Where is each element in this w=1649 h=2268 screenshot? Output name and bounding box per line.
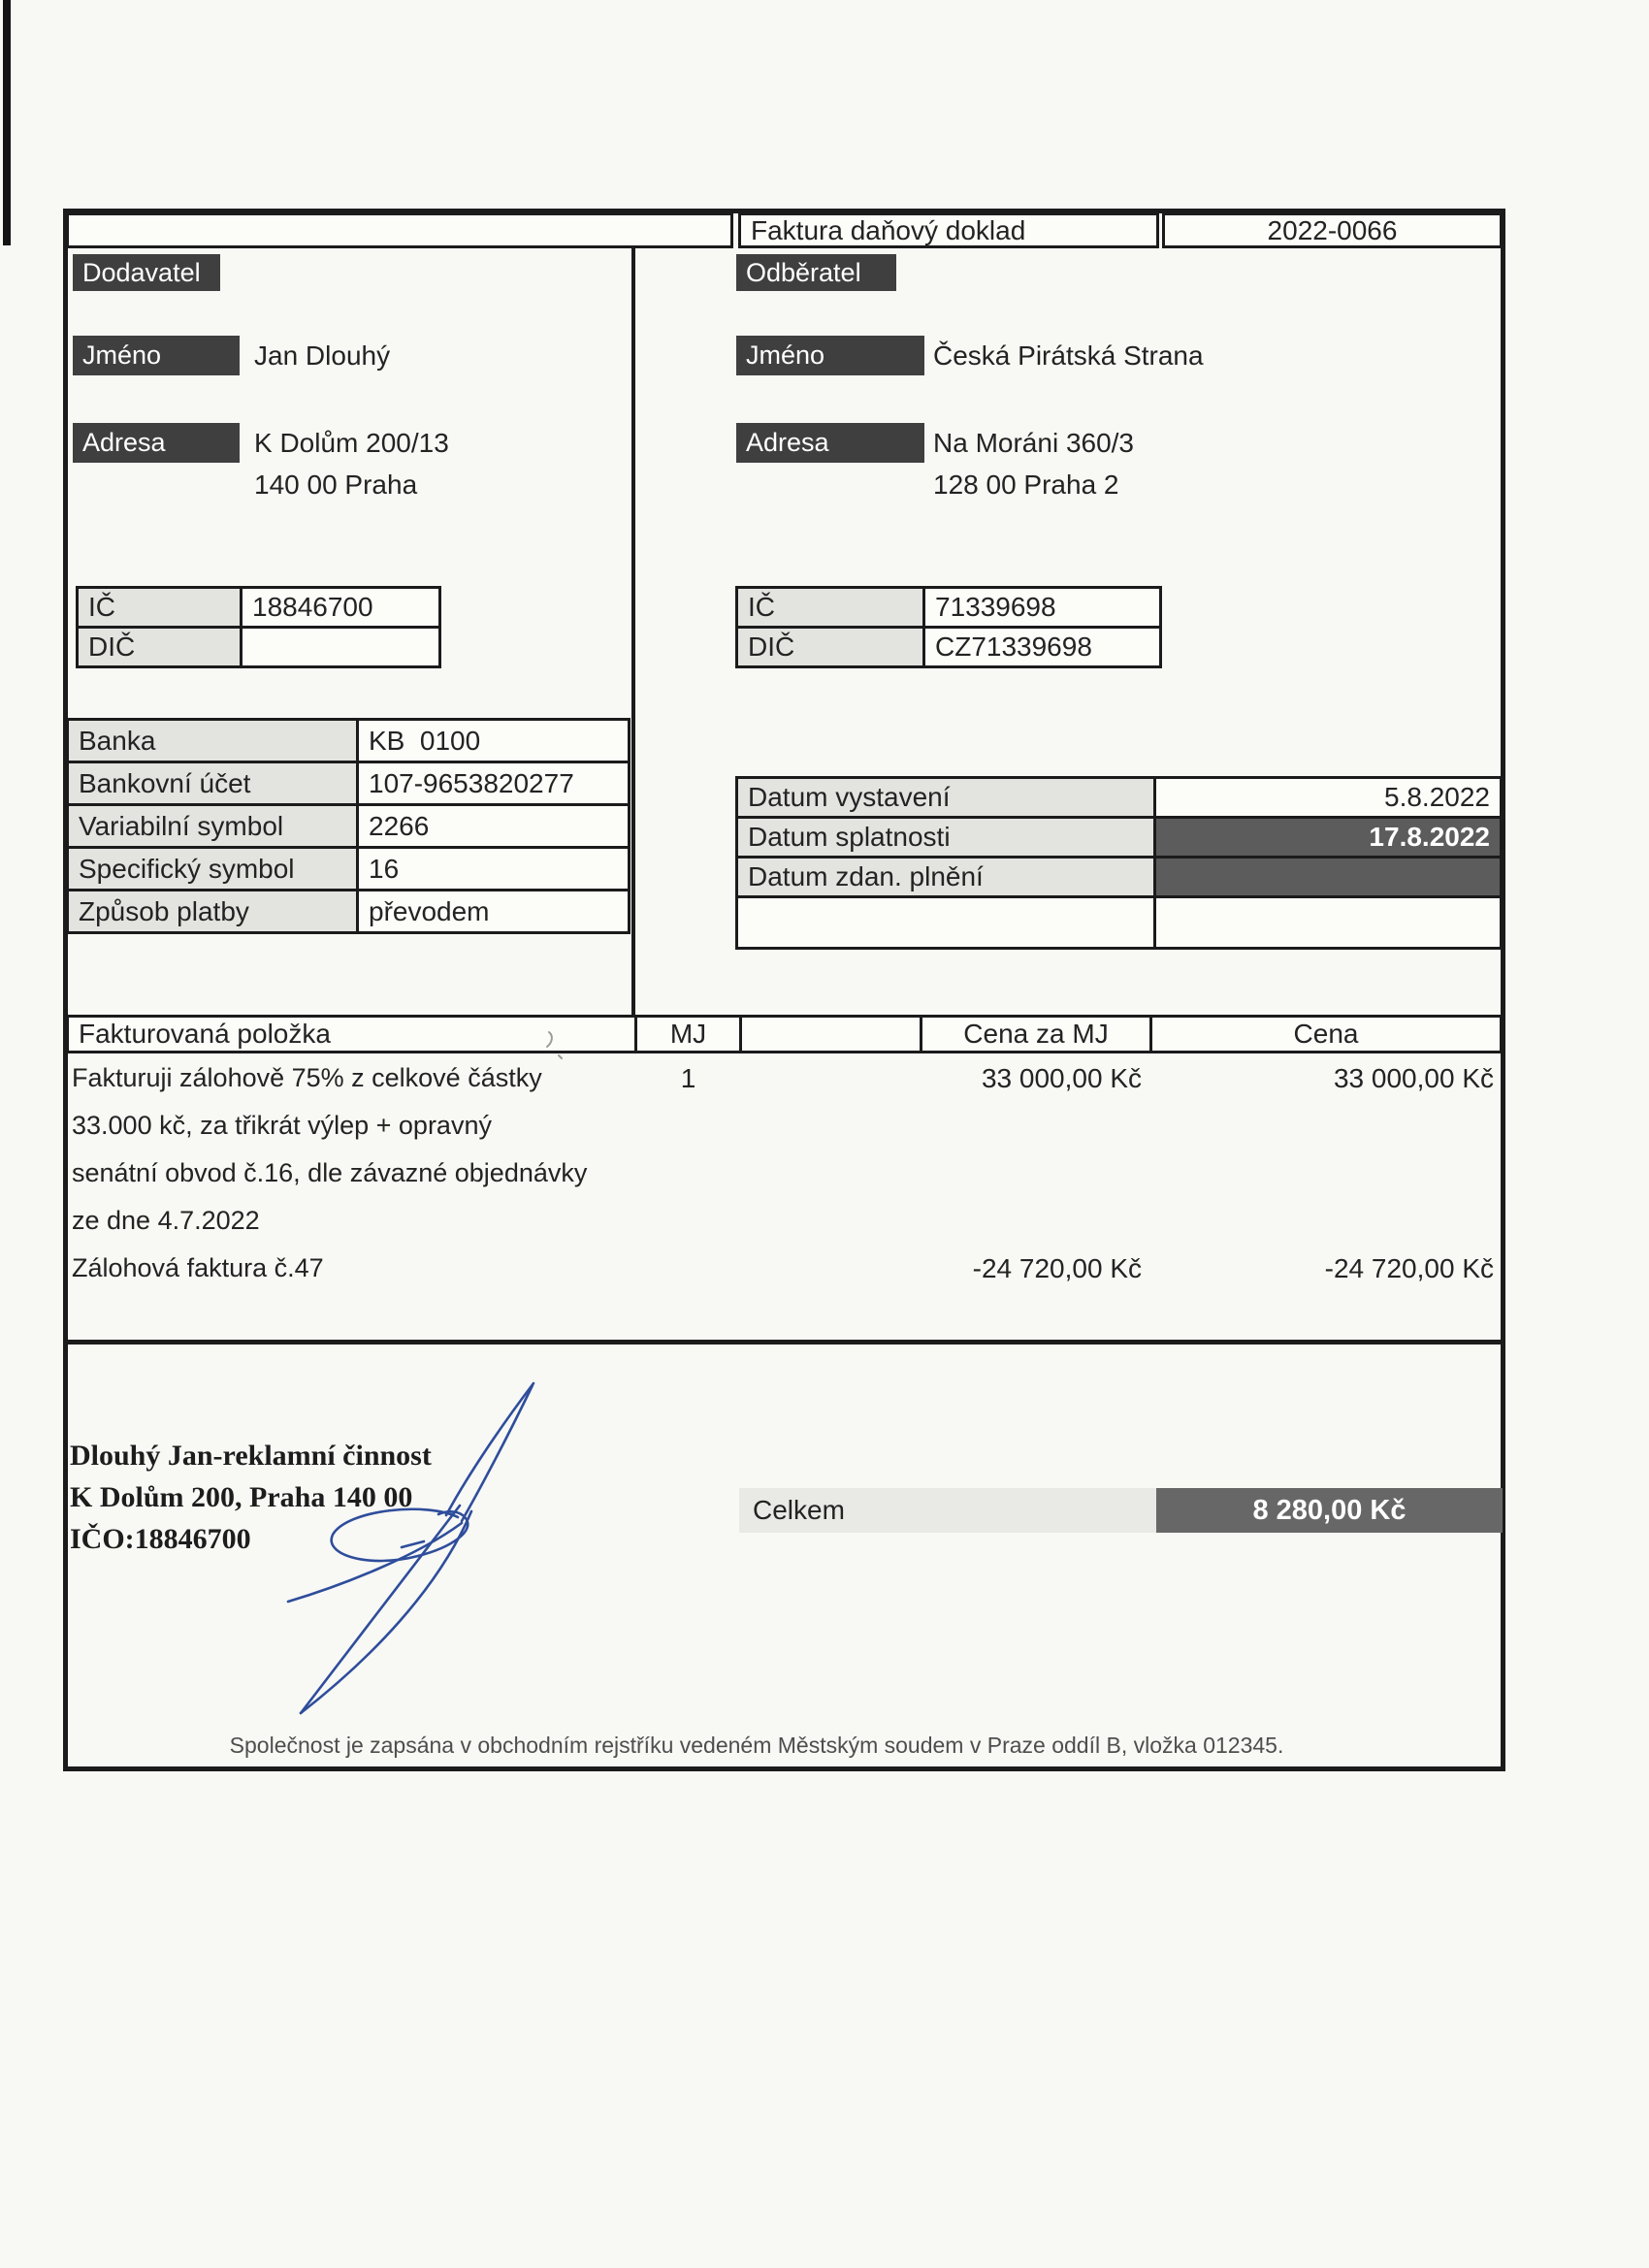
customer-section-label: Odběratel [736,254,896,291]
customer-ic-label: IČ [735,586,925,629]
item-unit-price: 33 000,00 Kč [981,1063,1142,1093]
item-price: 33 000,00 Kč [1333,1063,1494,1093]
date-issued-value: 5.8.2022 [1153,776,1503,819]
scan-edge-artifact [3,0,11,245]
date-due-label: Datum splatnosti [735,816,1156,859]
seller-stamp-line2: K Dolům 200, Praha 140 00 [70,1481,413,1513]
seller-stamp-line1: Dlouhý Jan-reklamní činnost [70,1440,432,1472]
item-description-line: ze dne 4.7.2022 [72,1206,260,1235]
bank-row-label: Specifický symbol [66,846,359,891]
bank-row-value: převodem [356,889,630,934]
item-description-line: Fakturuji zálohově 75% z celkové částky [72,1063,542,1092]
items-table-bottom-rule [66,1340,1503,1345]
bank-row-value: 16 [356,846,630,891]
item-description-line: 33.000 kč, za třikrát výlep + opravný [72,1111,492,1140]
pen-smudge-mark [539,1026,568,1071]
date-taxable-value [1153,856,1503,898]
items-header-spacer [739,1015,922,1053]
items-header-unit-price: Cena za MJ [920,1015,1152,1053]
total-label: Celkem [739,1488,1156,1533]
customer-address-label: Adresa [736,423,924,463]
date-due-value: 17.8.2022 [1153,816,1503,859]
supplier-dic-value [240,626,441,668]
column-divider [631,248,635,1015]
invoice-title: Faktura daňový doklad [738,212,1159,248]
bank-row-value: 2266 [356,803,630,849]
registry-note: Společnost je zapsána v obchodním rejstříku vedeném Městským soudem v Praze oddíl B, vložka 012345. [229,1733,1284,1758]
items-header-unit: MJ [634,1015,742,1053]
total-value: 8 280,00 Kč [1156,1488,1503,1533]
seller-stamp-line3: IČO:18846700 [70,1523,251,1555]
bank-row-value: 107-9653820277 [356,761,630,806]
supplier-dic-label: DIČ [76,626,242,668]
customer-dic-value: CZ71339698 [922,626,1162,668]
bank-row-label: Způsob platby [66,889,359,934]
date-taxable-label: Datum zdan. plnění [735,856,1156,898]
customer-address-line1: Na Moráni 360/3 [933,428,1135,458]
date-issued-label: Datum vystavení [735,776,1156,819]
item-description-line: senátní obvod č.16, dle závazné objednávky [72,1158,588,1187]
customer-name-label: Jméno [736,336,924,375]
bank-row-label: Bankovní účet [66,761,359,806]
supplier-address-label: Adresa [73,423,240,463]
item-qty: 1 [680,1063,696,1093]
items-header-item: Fakturovaná položka [66,1015,637,1053]
supplier-section-label: Dodavatel [73,254,220,291]
item-price: -24 720,00 Kč [1324,1253,1494,1283]
supplier-address-line2: 140 00 Praha [254,470,418,500]
bank-row-label: Banka [66,718,359,763]
bank-row-value: KB 0100 [356,718,630,763]
handwritten-signature [233,1356,553,1734]
supplier-ic-value: 18846700 [240,586,441,629]
date-empty-value-cell [1153,895,1503,950]
customer-address-line2: 128 00 Praha 2 [933,470,1119,500]
customer-dic-label: DIČ [735,626,925,668]
supplier-ic-label: IČ [76,586,242,629]
items-header-price: Cena [1149,1015,1503,1053]
date-empty-label-cell [735,895,1156,950]
invoice-number: 2022-0066 [1162,212,1503,248]
customer-ic-value: 71339698 [922,586,1162,629]
supplier-name: Jan Dlouhý [254,340,391,371]
item-unit-price: -24 720,00 Kč [972,1253,1142,1283]
customer-name: Česká Pirátská Strana [933,340,1204,371]
supplier-name-label: Jméno [73,336,240,375]
item-description-line: Zálohová faktura č.47 [72,1253,324,1282]
header-blank-cell [66,212,733,248]
bank-row-label: Variabilní symbol [66,803,359,849]
supplier-address-line1: K Dolům 200/13 [254,428,449,458]
